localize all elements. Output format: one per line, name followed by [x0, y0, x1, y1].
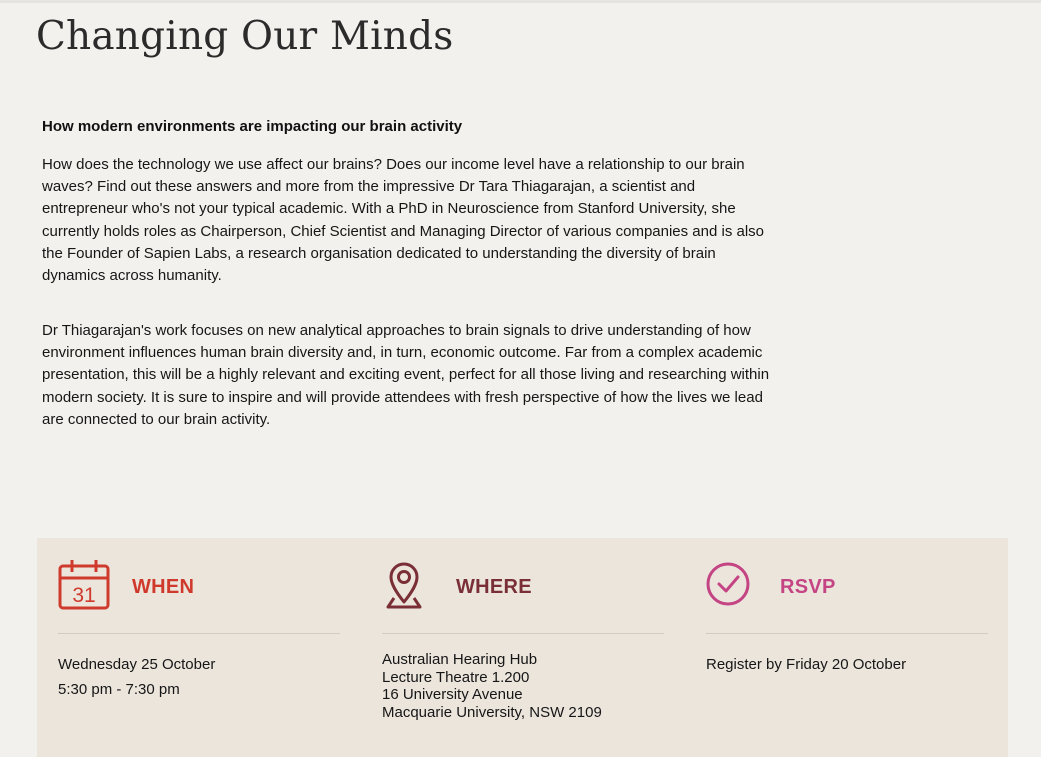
when-label: WHEN	[132, 576, 195, 598]
rsvp-header	[706, 538, 988, 634]
description-paragraph: How does the technology we use affect our brains? Does our income level have a relationship to our brain waves? Find out these answers and more from the impressive Dr Tara Thiagarajan, a scientist and entrepreneur who's not your typical academic. With a PhD in Neuroscience from Stanford University, she currently holds roles as Chairperson, Chief Scientist and Managing Director of various companies and is also the Founder of Sapien Labs, a research organisation dedicated to understanding the diversity of brain dynamics across humanity.	[42, 156, 765, 285]
rsvp-deadline: Register by Friday 20 October	[706, 656, 907, 673]
when-details	[58, 652, 215, 702]
location-pin-icon	[382, 558, 434, 610]
page-title: Changing Our Minds	[36, 14, 454, 59]
venue-room: Lecture Theatre 1.200	[382, 668, 530, 686]
where-section	[382, 538, 664, 721]
description-paragraph: Dr Thiagarajan's work focuses on new analytical approaches to brain signals to drive understanding of how environment influences human brain diversity and, in turn, economic outcome. Far from a complex academic presentation, this will be a highly relevant and exciting event, perfect for all those living and researching within modern society. It is sure to inspire and will provide attendees with fresh perspective of how the lives we lead are connected to our brain activity.	[42, 322, 770, 428]
when-section	[58, 538, 340, 698]
where-label: WHERE	[456, 576, 532, 598]
venue-street: 16 University Avenue	[382, 686, 523, 703]
rsvp-details	[706, 652, 906, 677]
venue-city: Macquarie University, NSW 2109	[382, 703, 602, 721]
rsvp-label: RSVP	[780, 576, 836, 598]
where-details	[382, 651, 602, 721]
when-header	[58, 538, 340, 634]
event-time: 5:30 pm - 7:30 pm	[58, 681, 180, 698]
event-subtitle: How modern environments are impacting our brain activity	[42, 118, 463, 135]
checkmark-circle-icon	[706, 558, 758, 610]
venue-name: Australian Hearing Hub	[382, 651, 538, 668]
calendar-day-text: 31	[72, 584, 96, 607]
calendar-icon	[58, 558, 110, 610]
where-header	[382, 538, 664, 634]
top-divider	[0, 0, 1041, 3]
rsvp-section	[706, 538, 988, 673]
event-date: Wednesday 25 October	[58, 656, 216, 673]
event-info-panel	[37, 538, 1008, 757]
